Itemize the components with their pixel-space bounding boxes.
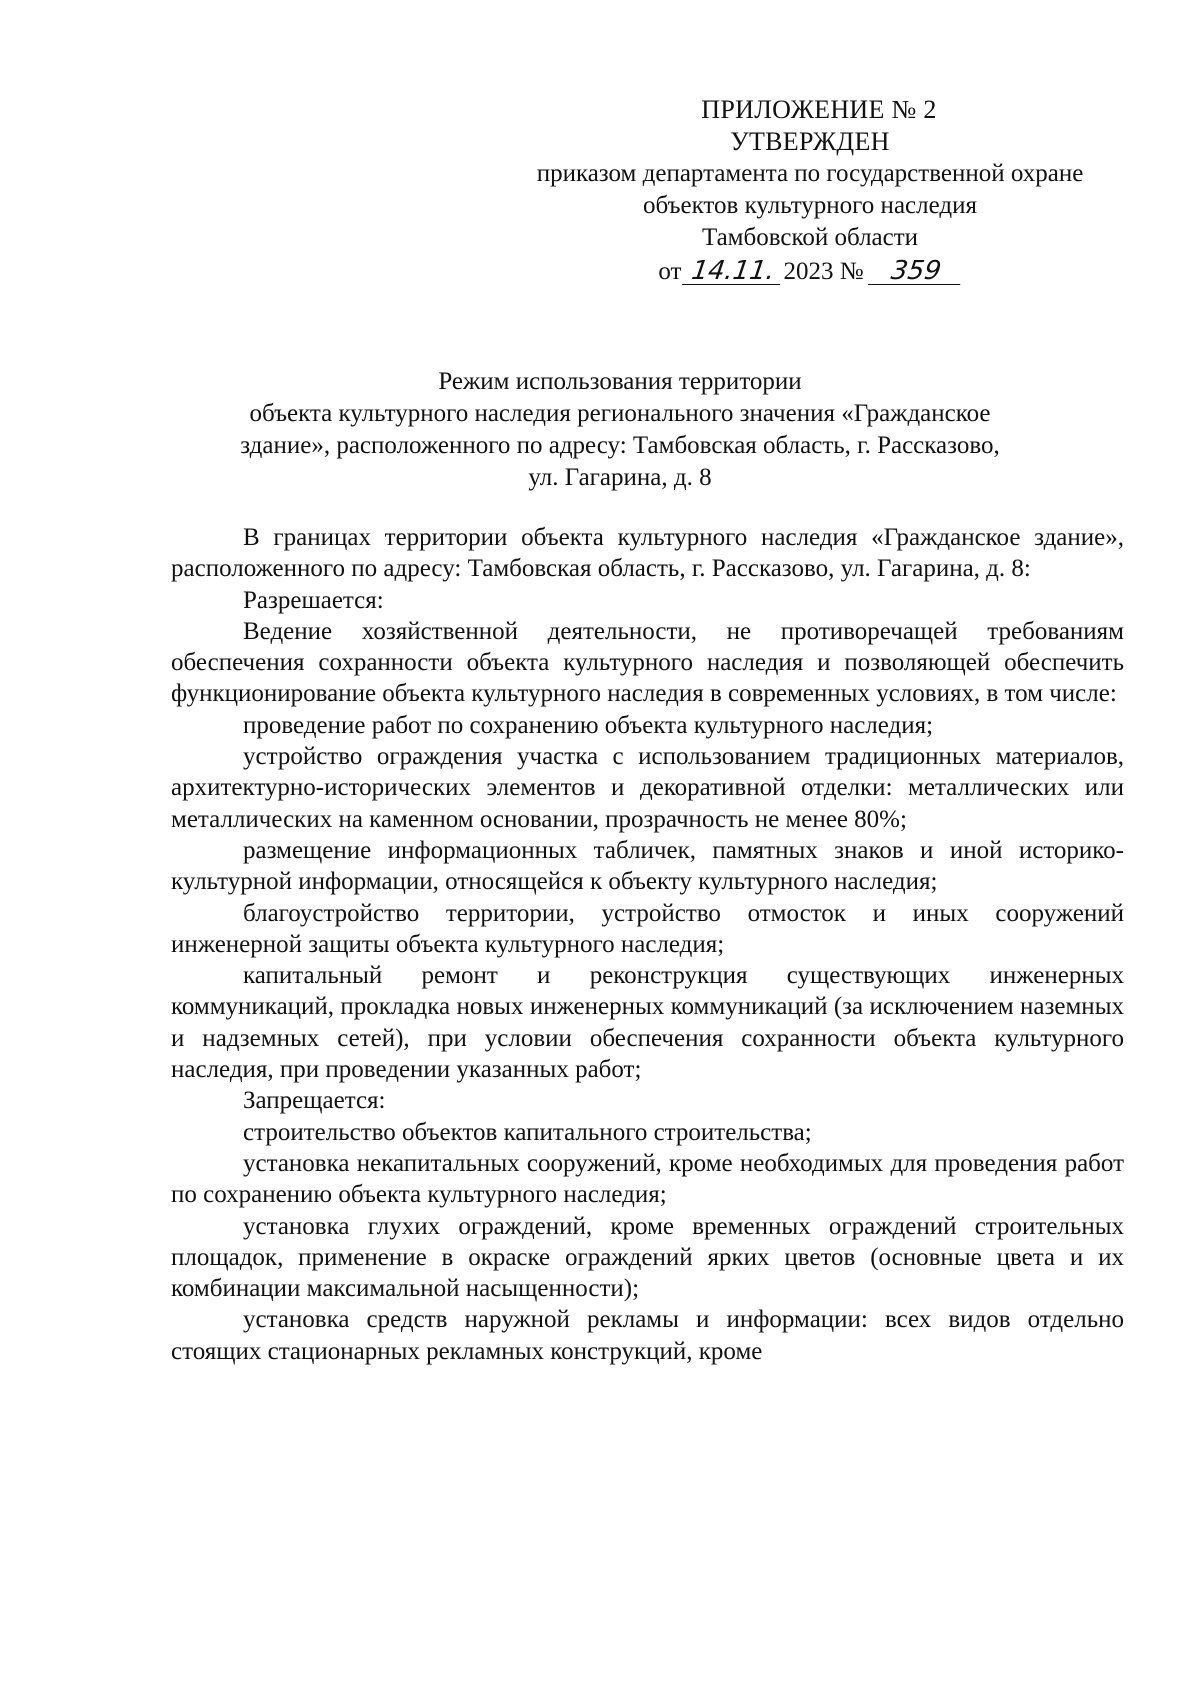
appendix-heading: ПРИЛОЖЕНИЕ № 2 — [701, 95, 937, 124]
list-item: установка глухих ограждений, кроме временных ограждений строительных площадок, применение в окраске ограждений ярких цветов (основные цвета и их комбинации максимальной насыщенности); — [171, 1212, 1124, 1303]
handwritten-date: 14.11. — [682, 258, 784, 285]
list-item: устройство ограждения участка с использованием традиционных материалов, архитектурно-исторических элементов и декоративной отделки: металлических или металлических на каменном основании, прозрачность не менее 80%; — [171, 743, 1124, 833]
handwritten-order-number: 359 — [868, 258, 964, 285]
body-paragraph: Ведение хозяйственной деятельности, не противоречащей требованиям обеспечения сохранности объекта культурного наследия и позволяющей обеспечить функционирование объекта культурного наследия в современных условиях, в том числе: — [171, 617, 1124, 708]
approval-block — [480, 94, 1140, 288]
prohibited-heading: Запрещается: — [243, 1087, 386, 1115]
list-item: строительство объектов капитального строительства; — [243, 1118, 812, 1146]
order-line-3: Тамбовской области — [701, 224, 919, 251]
date-prefix: от — [658, 258, 682, 285]
list-item: размещение информационных табличек, памятных знаков и иной историко-культурной информации, относящейся к объекту культурного наследия; — [171, 836, 1124, 896]
list-item: установка некапитальных сооружений, кроме необходимых для проведения работ по сохранению объекта культурного наследия; — [171, 1149, 1124, 1209]
title-line-2: объекта культурного наследия регионального значения «Гражданское — [249, 400, 991, 427]
list-item: проведение работ по сохранению объекта культурного наследия; — [243, 711, 934, 739]
order-line-1: приказом департамента по государственной охране — [536, 160, 1084, 187]
document-title — [170, 366, 1070, 494]
approved-heading: УТВЕРЖДЕН — [730, 127, 890, 156]
year-number-label: 2023 № — [783, 258, 864, 285]
allowed-heading: Разрешается: — [243, 586, 384, 614]
list-item: благоустройство территории, устройство отмосток и иных сооружений инженерной защиты объекта культурного наследия; — [171, 899, 1124, 958]
order-line-2: объектов культурного наследия — [643, 192, 977, 219]
body-paragraph: В границах территории объекта культурного наследия «Гражданское здание», расположенного по адресу: Тамбовская область, г. Рассказово, ул. Гагарина, д. 8: — [171, 524, 1124, 583]
title-line-4: ул. Гагарина, д. 8 — [528, 464, 712, 491]
order-date-line — [658, 256, 961, 288]
document-body — [171, 522, 1124, 1367]
list-item: капитальный ремонт и реконструкция существующих инженерных коммуникаций, прокладка новых инженерных коммуникаций (за исключением наземных и надземных сетей), при условии обеспечения сохранности объекта культурного наследия, при проведении указанных работ; — [171, 962, 1124, 1084]
title-line-1: Режим использования территории — [438, 368, 802, 395]
list-item: установка средств наружной рекламы и информации: всех видов отдельно стоящих стационарных рекламных конструкций, кроме — [171, 1306, 1124, 1365]
title-line-3: здание», расположенного по адресу: Тамбовская область, г. Рассказово, — [240, 432, 1000, 459]
